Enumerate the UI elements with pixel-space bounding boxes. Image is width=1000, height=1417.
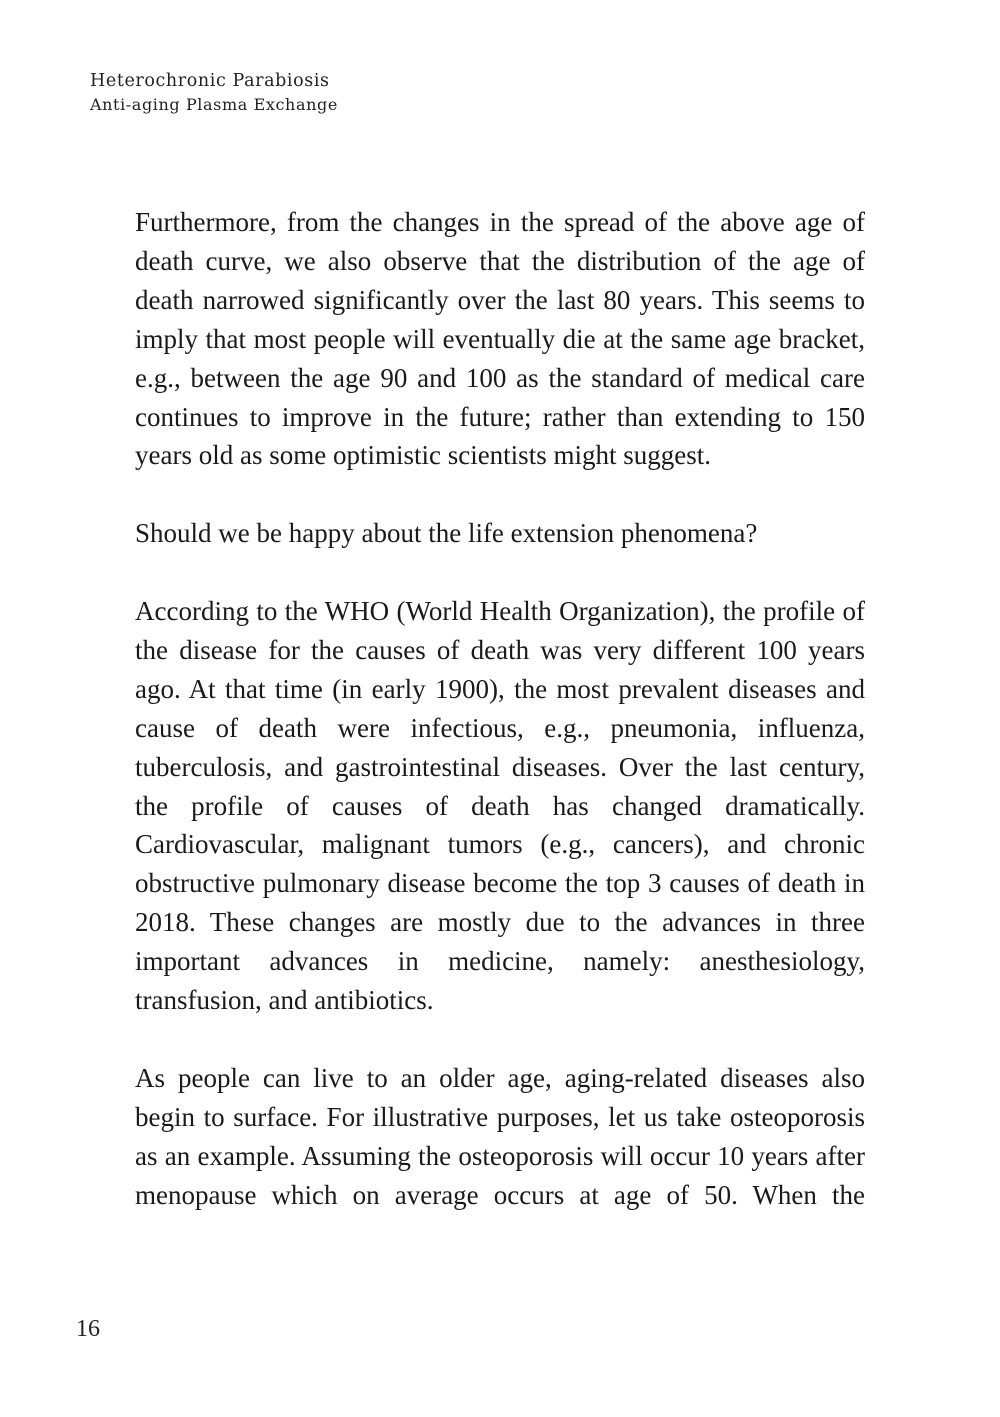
paragraph-life-extension-question: Should we be happy about the life extension phenomena? — [135, 518, 758, 549]
body-text — [135, 203, 865, 1253]
header-book-title: Heterochronic Parabiosis — [90, 71, 330, 91]
running-header — [90, 70, 338, 116]
header-book-subtitle: Anti-aging Plasma Exchange — [90, 95, 338, 114]
page-number: 16 — [76, 1316, 100, 1342]
paragraph-aging-related-diseases: As people can live to an older age, aging-related diseases also begin to surface. For illustrative purposes, let us take osteoporosis as an example. Assuming the osteoporosis will occur 10 years after menopause which on average occurs at age of 50. When the — [135, 1062, 865, 1210]
paragraph-who-causes-of-death: According to the WHO (World Health Organization), the profile of the disease for the causes of death was very different 100 years ago. At that time (in early 1900), the most prevalent diseases and cause of death were infectious, e.g., pneumonia, influenza, tuberculosis, and gastrointestinal diseases. Over the last century, the profile of causes of death has changed dramatically. Cardiovascular, malignant tumors (e.g., cancers), and chronic obstructive pulmonary disease become the top 3 causes of death in 2018. These changes are mostly due to the advances in three important advances in medicine, namely: anesthesiology, transfusion, and antibiotics. — [135, 596, 865, 1016]
paragraph-age-of-death-distribution: Furthermore, from the changes in the spread of the above age of death curve, we also observe that the distribution of the age of death narrowed significantly over the last 80 years. This seems to imply that most people will eventually die at the same age bracket, e.g., between the age 90 and 100 as the standard of medical care continues to improve in the future; rather than extending to 150 years old as some optimistic scientists might suggest. — [135, 207, 865, 471]
